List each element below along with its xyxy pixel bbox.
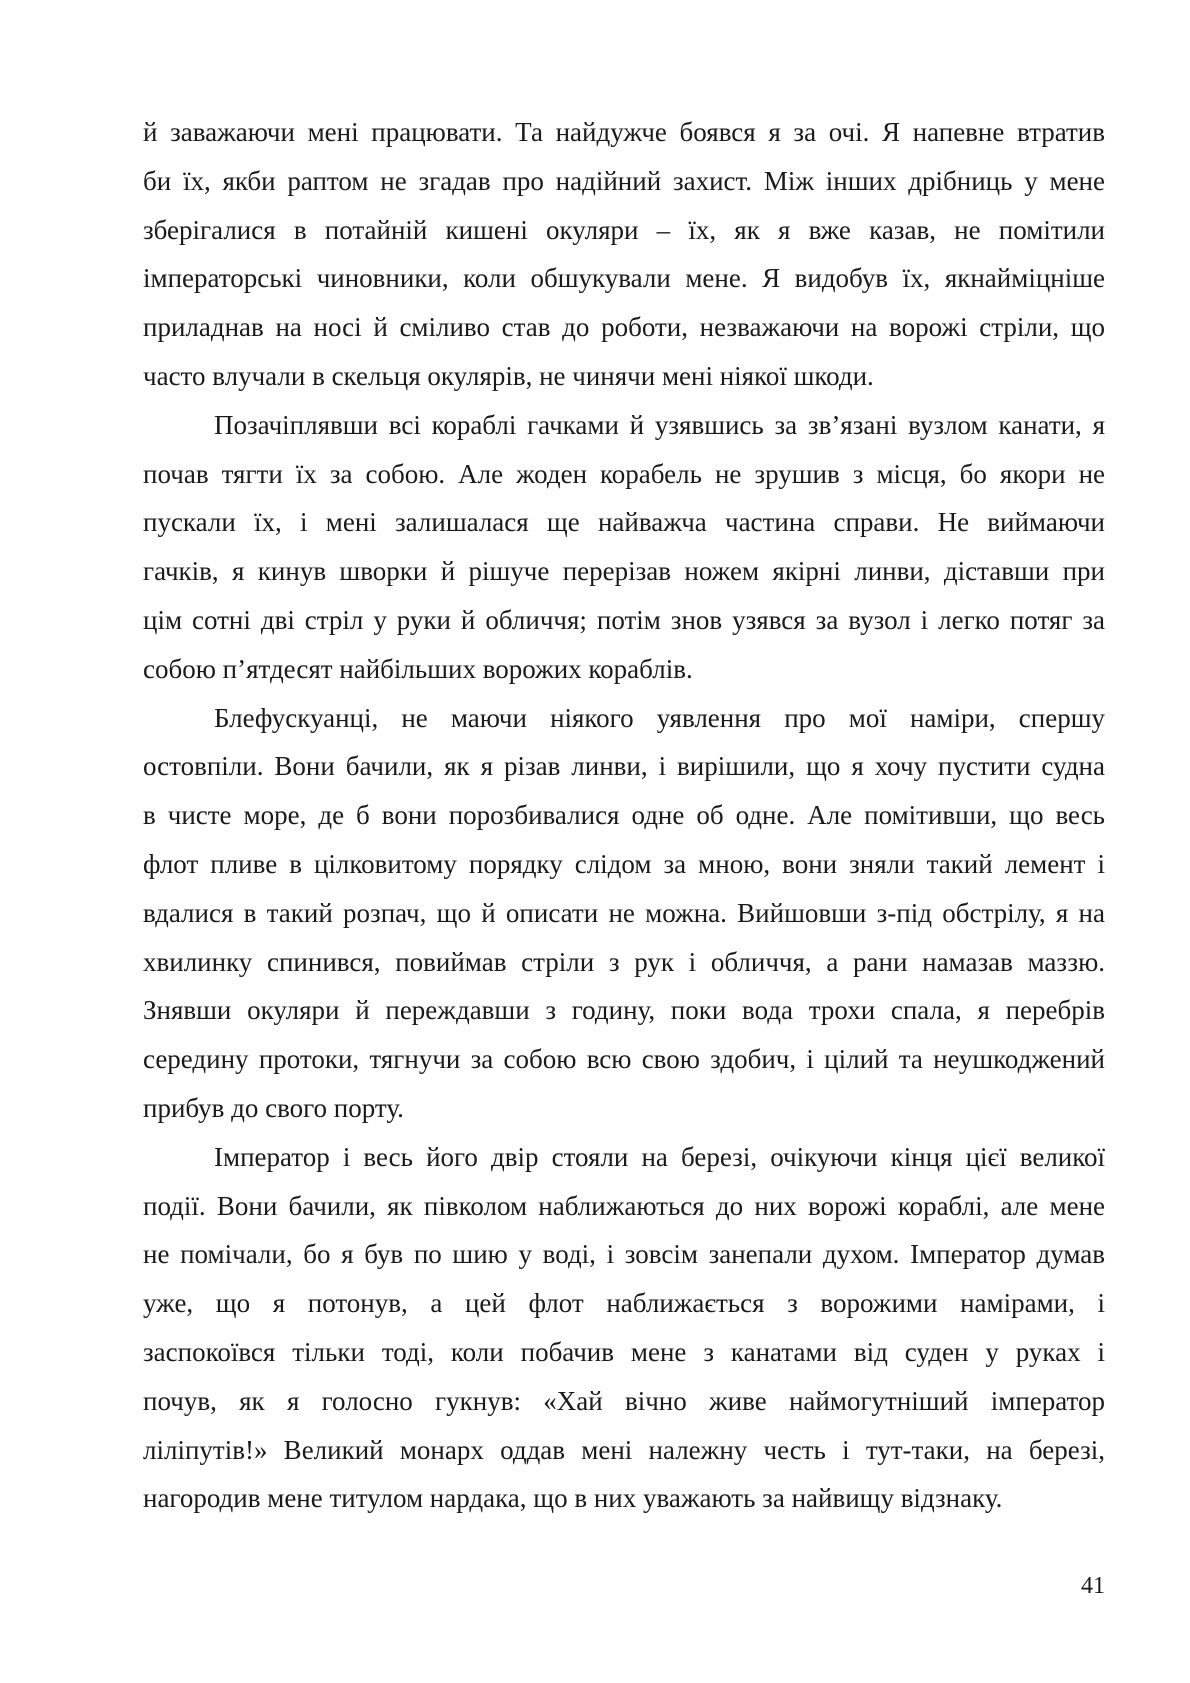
text-line: події. Вони бачили, як півколом наближаються до них ворожі кораблі, але мене [143,1190,1105,1221]
text-line: Позачіплявши всі кораблі гачками й узявшись за зв’язані вузлом канати, я [214,409,1105,440]
text-line: вдалися в такий розпач, що й описати не можна. Вийшовши з-під обстрілу, я на [143,897,1105,928]
text-line: почав тягти їх за собою. Але жоден корабель не зрушив з місця, бо якори не [143,458,1105,489]
text-line: прибув до свого порту. [143,1092,404,1123]
text-line: гачків, я кинув шворки й рішуче перерізав ножем якірні линви, діставши при [143,556,1105,587]
text-line: остовпіли. Вони бачили, як я різав линви, і вирішили, що я хочу пустити судна [143,751,1105,782]
paragraph-3 [143,694,1105,1133]
text-line: пускали їх, і мені залишалася ще найважча частина справи. Не виймаючи [143,507,1105,538]
text-line: не помічали, бо я був по шию у воді, і зовсім занепали духом. Імператор думав [143,1239,1105,1270]
text-line: флот пливе в цілковитому порядку слідом за мною, вони зняли такий лемент і [143,848,1105,879]
paragraph-2 [143,401,1105,694]
paragraph-4 [143,1133,1105,1523]
text-line: уже, що я потонув, а цей флот наближається з ворожими намірами, і [143,1288,1105,1319]
text-line: й заважаючи мені працювати. Та найдужче боявся я за очі. Я напевне втратив [143,117,1105,147]
text-line: Імператор і весь його двір стояли на березі, очікуючи кінця цієї великої [214,1141,1105,1172]
page-body [143,108,1105,1523]
page-number: 41 [1081,1573,1105,1599]
text-line: Знявши окуляри й переждавши з годину, поки вода трохи спала, я перебрів [143,995,1105,1026]
text-line: собою п’ятдесят найбільших ворожих кораблів. [143,653,693,684]
text-line: заспокоївся тільки тоді, коли побачив мене з канатами від суден у руках і [143,1336,1105,1367]
text-line: в чисте море, де б вони порозбивалися одне об одне. Але помітивши, що весь [143,800,1105,831]
text-line: зберігалися в потайній кишені окуляри – їх, як я вже казав, не помітили [143,214,1105,245]
text-line: би їх, якби раптом не згадав про надійний захист. Між інших дрібниць у мене [143,165,1105,196]
text-line: хвилинку спинився, повиймав стріли з рук і обличчя, а рани намазав маззю. [143,946,1105,977]
text-line: середину протоки, тягнучи за собою всю свою здобич, і цілий та неушкоджений [143,1044,1105,1075]
text-line: цім сотні дві стріл у руки й обличчя; потім знов узявся за вузол і легко потяг за [143,604,1105,635]
text-line: ліліпутів!» Великий монарх оддав мені належну честь і тут-таки, на березі, [143,1434,1105,1465]
text-line: почув, як я голосно гукнув: «Хай вічно живе наймогутніший імператор [143,1385,1105,1416]
text-line: часто влучали в скельця окулярів, не чинячи мені ніякої шкоди. [143,360,874,391]
text-line: Блефускуанці, не маючи ніякого уявлення про мої наміри, спершу [214,702,1105,733]
text-line: приладнав на носі й сміливо став до роботи, незважаючи на ворожі стріли, що [143,312,1105,343]
text-line: імператорські чиновники, коли обшукували мене. Я видобув їх, якнайміцніше [143,263,1105,294]
text-line: нагородив мене титулом нардака, що в них уважають за найвищу відзнаку. [143,1483,1003,1514]
paragraph-1 [143,108,1105,401]
